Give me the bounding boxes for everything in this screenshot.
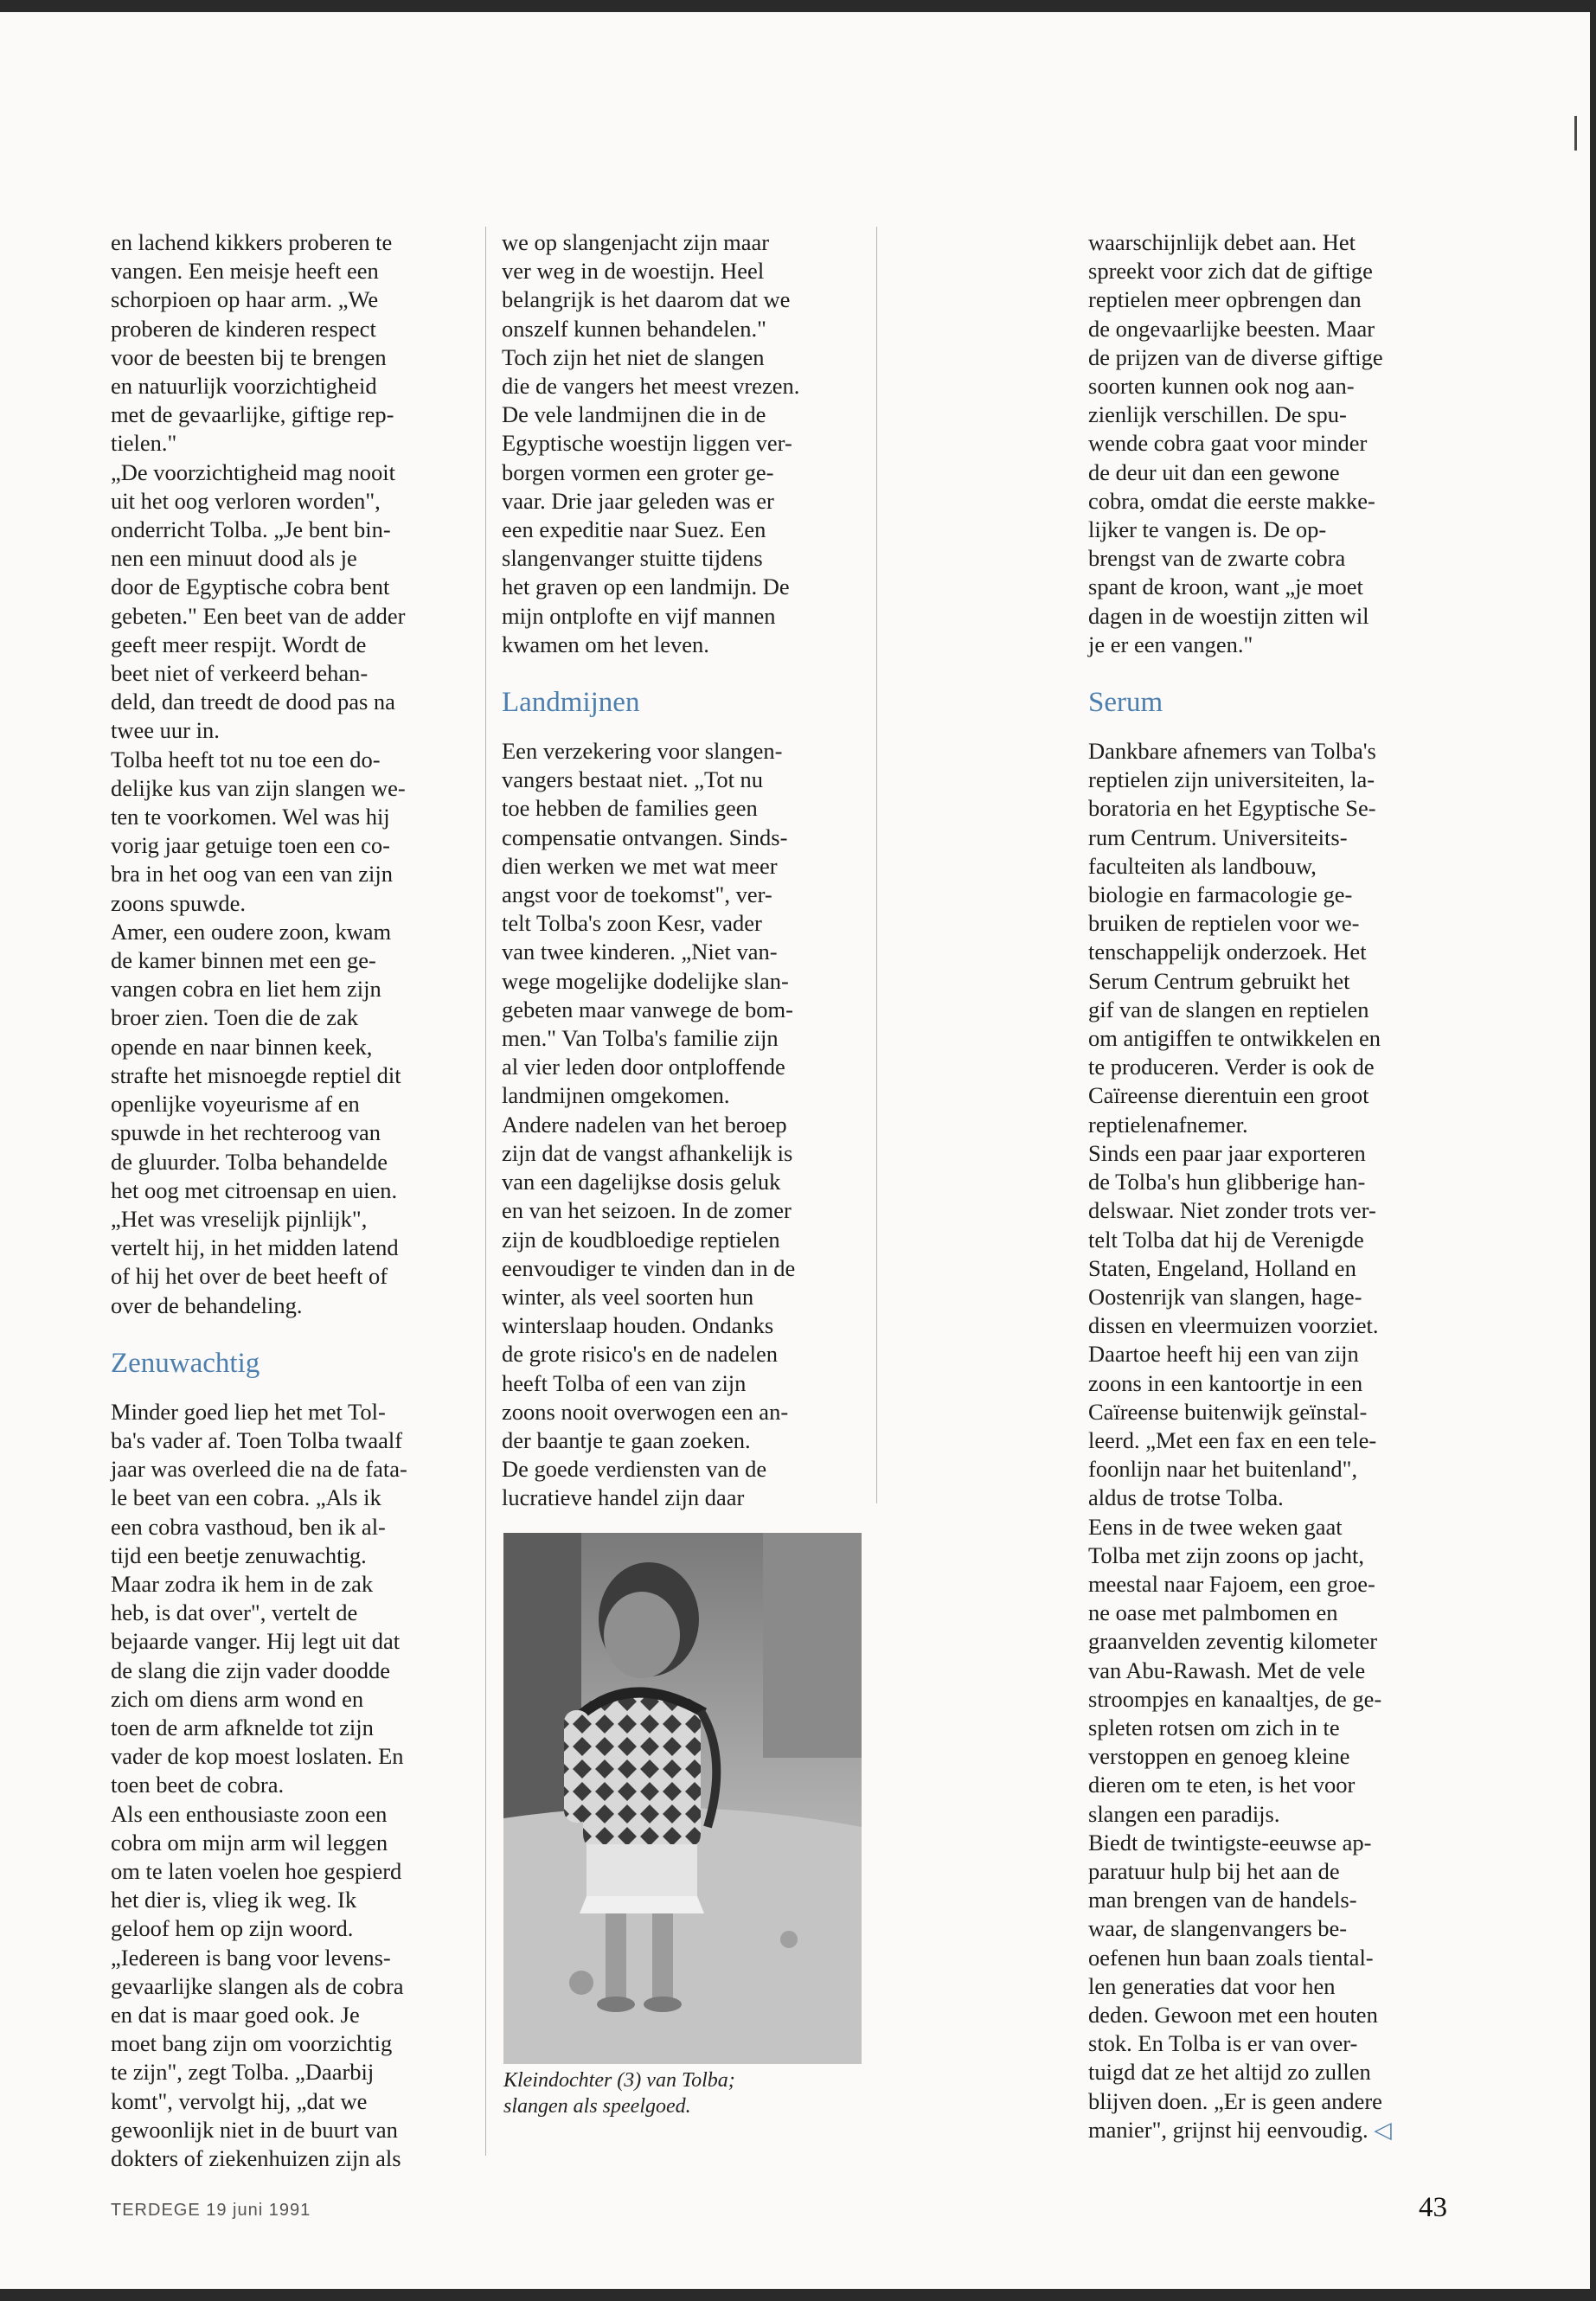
paragraph: Tolba heeft tot nu toe een do- delijke kus van zijn slangen we- ten te voorkomen. Wel was hij vorig jaar getuige toen een co- bra in het oog van een van zijn zoons spuwde.	[111, 746, 406, 916]
subheading-zenuwachtig: Zenuwachtig	[111, 1347, 260, 1379]
scan-edge-mark	[1574, 116, 1577, 151]
column-3	[1088, 228, 1450, 2144]
subheading-landmijnen: Landmijnen	[502, 687, 640, 719]
column-2	[502, 228, 863, 1513]
paragraph: Eens in de twee weken gaat Tolba met zijn zoons op jacht, meestal naar Fajoem, een groe- ne oase met palmbomen en graanvelden zeventig kilometer van Abu-Rawash. Met de vele stroompjes en kanaaltjes, de ge- spleten rotsen om zich in te verstoppen en genoeg kleine dieren om te eten, is het voor slangen een paradijs.	[1088, 1513, 1382, 1827]
paragraph: Minder goed liep het met Tol- ba's vader af. Toen Tolba twaalf jaar was overleed die na de fata- le beet van een cobra. „Als ik een cobra vasthoud, ben ik al- tijd een beetje zenuwachtig. Maar zodra ik hem in de zak heb, is dat over", vertelt de bejaarde vanger. Hij legt uit dat de slang die zijn vader doodde zich om diens arm wond en toen de arm afknelde tot zijn vader de kop moest loslaten. En toen beet de cobra.	[111, 1398, 407, 1798]
paragraph: Als een enthousiaste zoon een cobra om mijn arm wil leggen om te laten voelen hoe gespierd het dier is, vlieg ik weg. Ik geloof hem op zijn woord.	[111, 1800, 402, 1942]
paragraph: en lachend kikkers proberen te vangen. Een meisje heeft een schorpioen op haar arm. „We proberen de kinderen respect voor de beesten bij te brengen en natuurlijk voorzichtigheid met de gevaarlijke, giftige rep- tielen."	[111, 229, 394, 457]
column-1	[111, 228, 467, 2173]
subheading-serum: Serum	[1088, 687, 1163, 719]
column-rule-left	[485, 227, 486, 2156]
paragraph: „De voorzichtigheid mag nooit uit het oog verloren worden", onderricht Tolba. „Je bent bin- nen een minuut dood als je door de Egyptische cobra bent gebeten." Een beet van de adder geeft meer respijt. Wordt de beet niet of verkeerd behan- deld, dan treedt de dood pas na twee uur in.	[111, 458, 406, 744]
paragraph: „Iedereen is bang voor levens- gevaarlijke slangen als de cobra en dat is maar goed ook. Je moet bang zijn om voorzichtig te zijn", zegt Tolba. „Daarbij komt", vervolgt hij, „dat we gewoonlijk niet in de buurt van dokters of ziekenhuizen zijn als	[111, 1944, 404, 2171]
photo-illustration	[503, 1533, 862, 2064]
paragraph: Sinds een paar jaar exporteren de Tolba's hun glibberige han- delswaar. Niet zonder trots ver- telt Tolba dat hij de Verenigde Staten, Engeland, Holland en Oostenrijk van slangen, hage- dissen en vleermuizen voorziet. Daartoe heeft hij een van zijn zoons in een kantoortje in een Caïreense buitenwijk geïnstal- leerd. „Met een fax en een tele- foonlijn naar het buitenland", aldus de trotse Tolba.	[1088, 1139, 1379, 1511]
column-rule-right	[876, 227, 877, 1503]
paragraph: Een verzekering voor slangen- vangers bestaat niet. „Tot nu toe hebben de families geen compensatie ontvangen. Sinds- dien werken we met wat meer angst voor de toekomst", ver- telt Tolba's zoon Kesr, vader van twee kinderen. „Niet van- wege mogelijke dodelijke slan- gebeten maar vanwege de bom- men." Van Tolba's familie zijn al vier leden door ontploffende landmijnen omgekomen.	[502, 738, 793, 1109]
paragraph: Dankbare afnemers van Tolba's reptielen zijn universiteiten, la- boratoria en het Egyptische Se- rum Centrum. Universiteits- faculteiten als landbouw, biologie en farmacologie ge- bruiken de reptielen voor we- tenschappelijk onderzoek. Het Serum Centrum gebruikt het gif van de slangen en reptielen om antigiffen te ontwikkelen en te produceren. Verder is ook de Caïreense dierentuin een groot reptielenafnemer.	[1088, 738, 1381, 1138]
page-number: 43	[1419, 2192, 1447, 2223]
paragraph: „Het was vreselijk pijnlijk", vertelt hij, in het midden latend of hij het over de beet heeft of over de behandeling.	[111, 1205, 399, 1318]
paragraph: we op slangenjacht zijn maar ver weg in de woestijn. Heel belangrijk is het daarom dat we onszelf kunnen behandelen." Toch zijn het niet de slangen die de vangers het meest vrezen. De vele landmijnen die in de Egyptische woestijn liggen ver- borgen vormen een groter ge- vaar. Drie jaar geleden was er een expeditie naar Suez. Een slangenvanger stuitte tijdens het graven op een landmijn. De mijn ontplofte en vijf mannen kwamen om het leven.	[502, 229, 800, 657]
paragraph-text: Biedt de twintigste-eeuwse ap- paratuur hulp bij het aan de man brengen van de handels- waar, de slangenvangers be- oefenen hun baan zoals tiental- len generaties dat voor hen deden. Gewoon met een houten stok. En Tolba is er van over- tuigd dat ze het altijd zo zullen blijven doen. „Er is geen andere manier", grijnst hij eenvoudig.	[1088, 1829, 1382, 2143]
footer-publication: TERDEGE 19 juni 1991	[111, 2201, 311, 2220]
paragraph: Amer, een oudere zoon, kwam de kamer binnen met een ge- vangen cobra en liet hem zijn broer zien. Toen die de zak opende en naar binnen keek, strafte het misnoegde reptiel dit openlijke voyeurisme af en spuwde in het rechteroog van de gluurder. Tolba behandelde het oog met citroensap en uien.	[111, 918, 401, 1203]
end-mark-icon: ◁	[1374, 2116, 1392, 2143]
photo-granddaughter	[503, 1533, 862, 2064]
paragraph: De goede verdiensten van de lucratieve handel zijn daar	[502, 1456, 767, 1511]
magazine-page	[0, 12, 1590, 2289]
paragraph: waarschijnlijk debet aan. Het spreekt voor zich dat de giftige reptielen meer opbrengen dan de ongevaarlijke beesten. Maar de prijzen van de diverse giftige soorten kunnen ook nog aan- zienlijk verschillen. De spu- wende cobra gaat voor minder de deur uit dan een gewone cobra, omdat die eerste makke- lijker te vangen is. De op- brengst van de zwarte cobra spant de kroon, want „je moet dagen in de woestijn zitten wil je er een vangen."	[1088, 229, 1383, 657]
paragraph	[1088, 1829, 1450, 2144]
photo-caption: Kleindochter (3) van Tolba; slangen als speelgoed.	[503, 2069, 735, 2118]
paragraph: Andere nadelen van het beroep zijn dat de vangst afhankelijk is van een dagelijkse dosis geluk en van het seizoen. In de zomer zijn de koudbloedige reptielen eenvoudiger te vinden dan in de winter, als veel soorten hun winterslaap houden. Ondanks de grote risico's en de nadelen heeft Tolba of een van zijn zoons nooit overwogen een an- der baantje te gaan zoeken.	[502, 1111, 796, 1453]
